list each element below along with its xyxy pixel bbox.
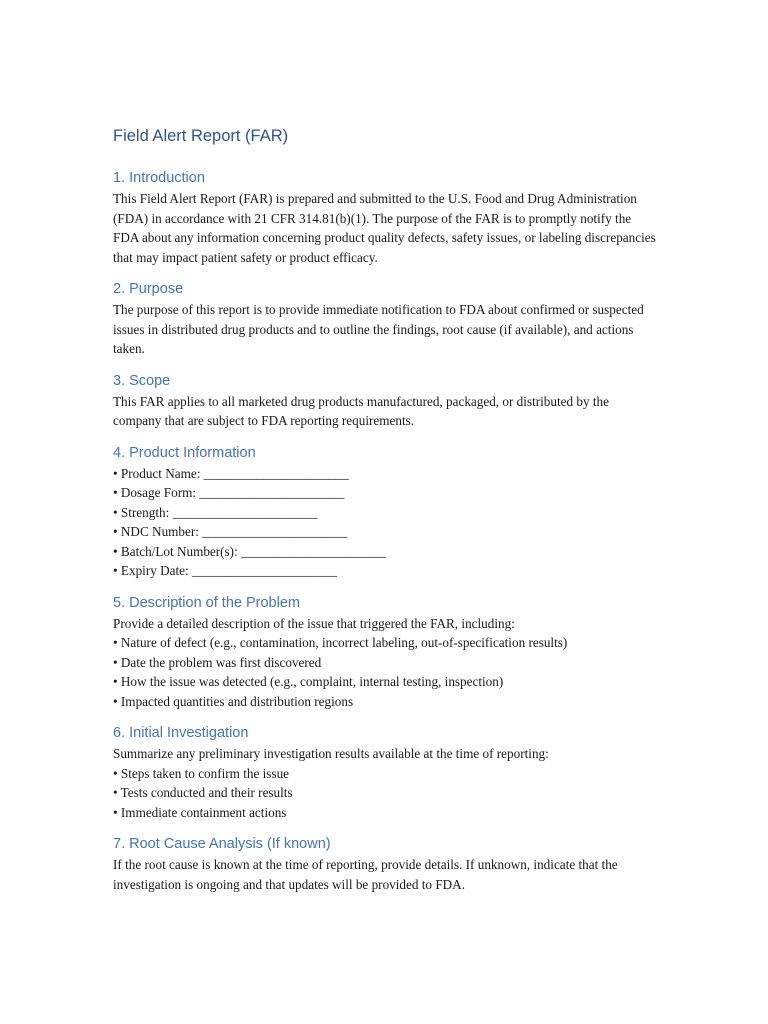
batch-lot-field: • Batch/Lot Number(s): ______________________ (113, 543, 387, 559)
section-purpose (113, 278, 658, 359)
problem-details-list (113, 633, 658, 711)
section-heading: 2. Purpose (113, 281, 184, 297)
list-item: • Tests conducted and their results (113, 785, 293, 800)
section-introduction (113, 167, 658, 267)
section-body: Summarize any preliminary investigation results available at the time of reporting: (113, 746, 549, 761)
list-item: • Impacted quantities and distribution regions (113, 693, 354, 709)
dosage-form-field: • Dosage Form: ______________________ (113, 485, 345, 500)
section-heading: 4. Product Information (113, 444, 256, 461)
section-body: This Field Alert Report (FAR) is prepared and submitted to the U.S. Food and Drug Administration (FDA) in accordance with 21 CFR 314.81(b)(1). The purpose of the FAR is to promptly notify the FDA about any information concerning product quality defects, safety issues, or labeling discrepancies that may impact patient safety or product efficacy. (113, 191, 656, 265)
section-description-of-problem (113, 592, 658, 712)
section-product-information (113, 442, 658, 581)
section-body: The purpose of this report is to provide immediate notification to FDA about confirmed or suspected issues in distributed drug products and to outline the findings, root cause (if available), and actions taken. (113, 302, 644, 356)
section-heading: 5. Description of the Problem (113, 594, 300, 611)
document-page (113, 122, 658, 894)
section-body: If the root cause is known at the time of reporting, provide details. If unknown, indicate that the investigation is ongoing and that updates will be provided to FDA. (113, 857, 618, 892)
list-item: • Nature of defect (e.g., contamination, incorrect labeling, out-of-specification results) (113, 635, 568, 650)
ndc-number-field: • NDC Number: ______________________ (113, 524, 348, 539)
list-item: • Immediate containment actions (113, 804, 287, 820)
document-title: Field Alert Report (FAR) (113, 127, 289, 145)
strength-field: • Strength: ______________________ (113, 504, 318, 520)
section-heading: 6. Initial Investigation (113, 725, 249, 741)
section-scope (113, 370, 658, 431)
section-initial-investigation (113, 722, 658, 822)
product-name-field: • Product Name: ______________________ (113, 465, 349, 481)
list-item: • Date the problem was first discovered (113, 654, 322, 670)
investigation-list (113, 764, 658, 823)
section-body: This FAR applies to all marketed drug products manufactured, packaged, or distributed by the company that are subject to FDA reporting requirements. (113, 393, 609, 428)
section-heading: 7. Root Cause Analysis (If known) (113, 836, 331, 852)
product-info-list (113, 464, 658, 581)
section-root-cause-analysis (113, 833, 658, 894)
list-item: • How the issue was detected (e.g., complaint, internal testing, inspection) (113, 674, 504, 689)
list-item: • Steps taken to confirm the issue (113, 765, 290, 781)
section-body: Provide a detailed description of the issue that triggered the FAR, including: (113, 615, 515, 631)
expiry-date-field: • Expiry Date: ______________________ (113, 563, 338, 578)
section-heading: 3. Scope (113, 372, 171, 389)
section-heading: 1. Introduction (113, 170, 205, 186)
